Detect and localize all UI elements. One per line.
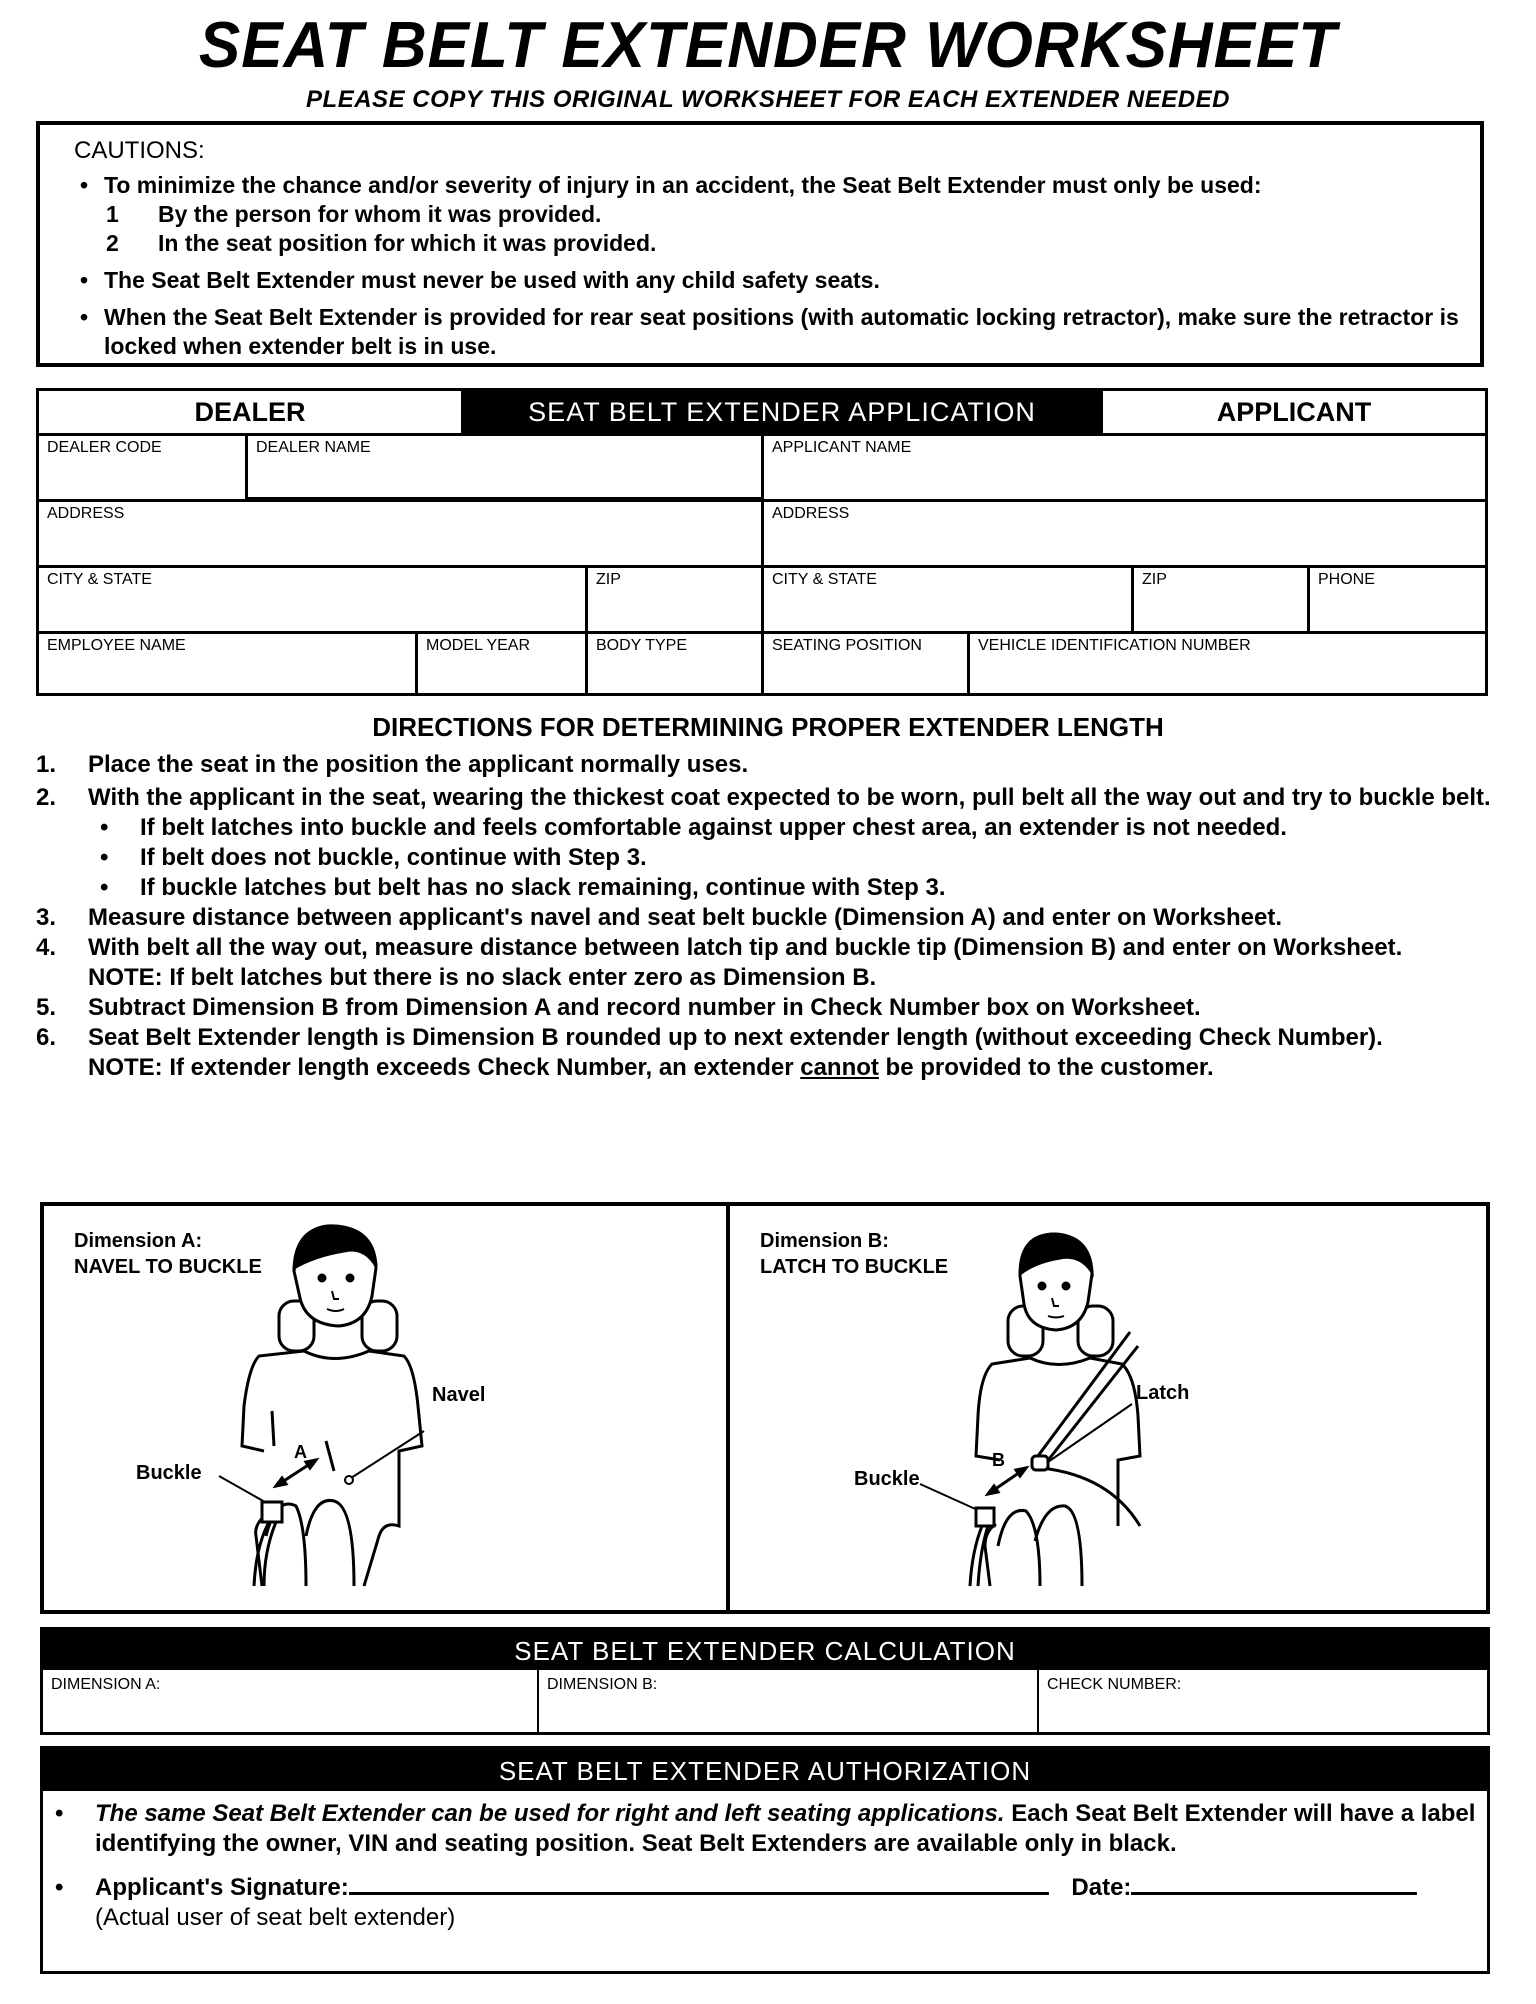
caution-sub-item bbox=[74, 200, 1480, 229]
direction-step bbox=[36, 1023, 1516, 1053]
direction-step bbox=[36, 933, 1516, 963]
caution-bullet: • The Seat Belt Extender must never be used with any child safety seats. bbox=[74, 266, 1480, 295]
label-line: LATCH TO BUCKLE bbox=[760, 1256, 949, 1278]
head-icon bbox=[294, 1226, 376, 1326]
direction-step bbox=[36, 993, 1516, 1023]
applicant-city-state-field[interactable] bbox=[761, 565, 1131, 631]
navel-callout: Navel bbox=[432, 1384, 486, 1406]
step-number: 2. bbox=[36, 784, 57, 811]
step-number: 3. bbox=[36, 904, 57, 931]
signature-label: Applicant's Signature: bbox=[95, 1874, 349, 1901]
field-label: ADDRESS bbox=[47, 505, 125, 522]
emphasis-text: The same Seat Belt Extender can be used for right and left seating applications. bbox=[95, 1800, 1005, 1827]
step-text: Subtract Dimension B from Dimension A and record number in Check Number box on Worksheet. bbox=[88, 994, 1201, 1021]
dealer-code-field[interactable] bbox=[39, 433, 245, 499]
caution-bullet: • When the Seat Belt Extender is provided for rear seat positions (with automatic locking retractor), make sure the retractor is locked when extender belt is in use. bbox=[74, 303, 1480, 361]
latch-leader-line bbox=[1048, 1404, 1132, 1462]
label-line: Dimension A: bbox=[74, 1230, 203, 1252]
worksheet-title: SEAT BELT EXTENDER WORKSHEET bbox=[198, 9, 1338, 82]
model-year-field[interactable] bbox=[415, 631, 585, 693]
label-line: Dimension B: bbox=[760, 1230, 889, 1252]
sub-number: 2 bbox=[106, 230, 119, 256]
dimension-b-panel bbox=[726, 1202, 1490, 1614]
step-number: 5. bbox=[36, 994, 57, 1021]
step-text: Measure distance between applicant's navel and seat belt buckle (Dimension A) and enter on Worksheet. bbox=[88, 904, 1283, 931]
buckle-callout: Buckle bbox=[136, 1462, 202, 1484]
dimension-b-field[interactable] bbox=[539, 1670, 1039, 1732]
dealer-city-state-field[interactable] bbox=[39, 565, 585, 631]
dimension-b-marker: B bbox=[992, 1450, 1005, 1470]
buckle-callout: Buckle bbox=[854, 1468, 920, 1490]
applicant-header: APPLICANT bbox=[1103, 391, 1485, 433]
label-line: NAVEL TO BUCKLE bbox=[74, 1256, 262, 1278]
torso-outline bbox=[976, 1358, 1140, 1526]
step-text: With the applicant in the seat, wearing the thickest coat expected to be worn, pull belt all the way out and try to buckle belt. bbox=[88, 784, 1491, 811]
dealer-name-field[interactable] bbox=[245, 433, 761, 499]
direction-step bbox=[36, 903, 1516, 933]
sub-text: In the seat position for which it was provided. bbox=[158, 230, 657, 256]
dimension-a-field[interactable] bbox=[43, 1670, 539, 1732]
buckle-icon bbox=[262, 1502, 282, 1522]
cautions-heading: CAUTIONS: bbox=[74, 137, 205, 164]
dimension-a-panel bbox=[40, 1202, 730, 1614]
field-label: CITY & STATE bbox=[772, 571, 877, 588]
step-text: Seat Belt Extender length is Dimension B rounded up to next extender length (without exceeding Check Number). bbox=[88, 1024, 1383, 1051]
signature-note: (Actual user of seat belt extender) bbox=[95, 1904, 456, 1931]
vin-field[interactable] bbox=[967, 631, 1485, 693]
applicant-phone-field[interactable] bbox=[1307, 565, 1485, 631]
date-line[interactable] bbox=[1131, 1874, 1417, 1895]
signature-row bbox=[43, 1873, 1487, 1903]
direction-step bbox=[36, 783, 1516, 813]
field-label: DEALER NAME bbox=[256, 439, 371, 456]
dealer-address-field[interactable] bbox=[39, 499, 761, 565]
field-label: ZIP bbox=[596, 571, 621, 588]
direction-bullet: • If belt latches into buckle and feels comfortable against upper chest area, an extender is not needed. bbox=[36, 813, 1516, 843]
calculation-header: SEAT BELT EXTENDER CALCULATION bbox=[43, 1630, 1487, 1670]
buckle-leader-line bbox=[920, 1484, 982, 1512]
worksheet-subtitle: PLEASE COPY THIS ORIGINAL WORKSHEET FOR EACH EXTENDER NEEDED bbox=[306, 86, 1230, 113]
dealer-zip-field[interactable] bbox=[585, 565, 761, 631]
direction-note bbox=[36, 1053, 1516, 1083]
seated-person-illustration-a bbox=[44, 1206, 734, 1618]
step-text: With belt all the way out, measure distance between latch tip and buckle tip (Dimension B) and enter on Worksheet. bbox=[88, 934, 1403, 961]
check-number-field[interactable] bbox=[1039, 1670, 1487, 1732]
directions-title: DIRECTIONS FOR DETERMINING PROPER EXTENDER LENGTH bbox=[372, 712, 1164, 742]
step-number: 4. bbox=[36, 934, 57, 961]
field-label: SEATING POSITION bbox=[772, 637, 922, 654]
field-label: DIMENSION A: bbox=[51, 1676, 161, 1693]
direction-note: NOTE: If belt latches but there is no slack enter zero as Dimension B. bbox=[88, 964, 877, 991]
application-header: SEAT BELT EXTENDER APPLICATION bbox=[461, 391, 1103, 433]
body-type-field[interactable] bbox=[585, 631, 761, 693]
field-label: DIMENSION B: bbox=[547, 1676, 658, 1693]
authorization-section bbox=[40, 1746, 1490, 1974]
calculation-section bbox=[40, 1627, 1490, 1735]
field-label: DEALER CODE bbox=[47, 439, 162, 456]
dealer-header: DEALER bbox=[39, 391, 464, 433]
dimension-a-marker: A bbox=[294, 1442, 307, 1462]
authorization-bullet bbox=[43, 1799, 1487, 1859]
field-label: BODY TYPE bbox=[596, 637, 687, 654]
note-text: be provided to the customer. bbox=[878, 1054, 1214, 1081]
note-text: NOTE: If extender length exceeds Check Number, an extender bbox=[88, 1054, 801, 1081]
navel-leader-line bbox=[351, 1431, 424, 1478]
field-label: MODEL YEAR bbox=[426, 637, 531, 654]
seating-position-field[interactable] bbox=[761, 631, 967, 693]
buckle-icon bbox=[976, 1508, 994, 1526]
field-label: CHECK NUMBER: bbox=[1047, 1676, 1182, 1693]
head-icon bbox=[1020, 1234, 1092, 1330]
application-form bbox=[36, 388, 1488, 696]
step-number: 6. bbox=[36, 1024, 57, 1051]
step-number: 1. bbox=[36, 751, 57, 778]
applicant-zip-field[interactable] bbox=[1131, 565, 1307, 631]
directions-list bbox=[36, 750, 1516, 1083]
field-label: ZIP bbox=[1142, 571, 1167, 588]
direction-bullet: • If belt does not buckle, continue with Step 3. bbox=[36, 843, 1516, 873]
direction-bullet: • If buckle latches but belt has no slack remaining, continue with Step 3. bbox=[36, 873, 1516, 903]
cautions-box bbox=[36, 121, 1484, 367]
employee-name-field[interactable] bbox=[39, 631, 415, 693]
seated-person-illustration-b bbox=[730, 1206, 1494, 1618]
latch-callout: Latch bbox=[1136, 1382, 1190, 1404]
note-emphasis: cannot bbox=[800, 1054, 879, 1081]
sub-text: By the person for whom it was provided. bbox=[158, 201, 602, 227]
authorization-header: SEAT BELT EXTENDER AUTHORIZATION bbox=[43, 1749, 1487, 1791]
applicant-name-field[interactable] bbox=[761, 433, 1485, 499]
signature-line[interactable] bbox=[349, 1874, 1049, 1895]
sub-number: 1 bbox=[106, 201, 119, 227]
date-label: Date: bbox=[1071, 1874, 1132, 1901]
caution-bullet: • To minimize the chance and/or severity of injury in an accident, the Seat Belt Extender must only be used: bbox=[74, 171, 1480, 200]
direction-step bbox=[36, 750, 1516, 780]
bullet-text: Each Seat Belt Extender will have a label identifying the owner, VIN and seating position. Seat Belt Extenders are available only in black. bbox=[95, 1800, 1476, 1857]
field-label: CITY & STATE bbox=[47, 571, 152, 588]
field-label: ADDRESS bbox=[772, 505, 850, 522]
field-label: PHONE bbox=[1318, 571, 1375, 588]
field-label: APPLICANT NAME bbox=[772, 439, 912, 456]
field-label: EMPLOYEE NAME bbox=[47, 637, 186, 654]
field-label: VEHICLE IDENTIFICATION NUMBER bbox=[978, 637, 1251, 654]
lap-belt bbox=[1042, 1468, 1140, 1526]
caution-sub-item bbox=[74, 229, 1480, 258]
leg-outline bbox=[985, 1506, 1082, 1586]
latch-icon bbox=[1032, 1456, 1048, 1470]
applicant-address-field[interactable] bbox=[761, 499, 1485, 565]
step-text: Place the seat in the position the applicant normally uses. bbox=[88, 751, 749, 778]
